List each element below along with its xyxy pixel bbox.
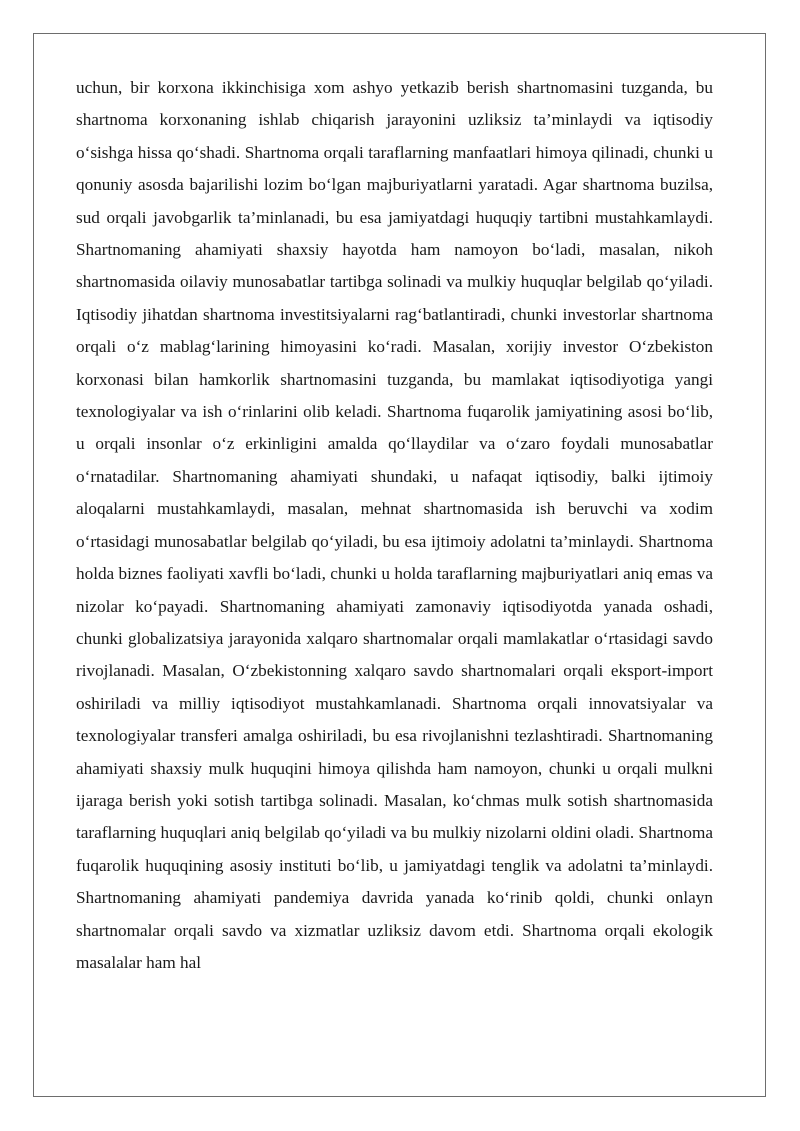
body-paragraph: uchun, bir korxona ikkinchisiga xom ashyo yetkazib berish shartnomasini tuzganda, bu shartnoma korxonaning ishlab chiqarish jarayonini uzliksiz ta’minlaydi va iqtisodiy o‘sishga hissa qo‘shadi. Shartnoma orqali taraflarning manfaatlari himoya qilinadi, chunki u qonuniy asosda bajarilishi lozim bo‘lgan majburiyatlarni yaratadi. Agar shartnoma buzilsa, sud orqali javobgarlik ta’minlanadi, bu esa jamiyatdagi huquqiy tartibni mustahkamlaydi. Shartnomaning ahamiyati shaxsiy hayotda ham namoyon bo‘ladi, masalan, nikoh shartnomasida oilaviy munosabatlar tartibga solinadi va mulkiy huquqlar belgilab qo‘yiladi. Iqtisodiy jihatdan shartnoma investitsiyalarni rag‘batlantiradi, chunki investorlar shartnoma orqali o‘z mablag‘larining himoyasini ko‘radi. Masalan, xorijiy investor O‘zbekiston korxonasi bilan hamkorlik shartnomasini tuzganda, bu mamlakat iqtisodiyotiga yangi texnologiyalar va ish o‘rinlarini olib keladi. Shartnoma fuqarolik jamiyatining asosi bo‘lib, u orqali insonlar o‘z erkinligini amalda qo‘llaydilar va o‘zaro foydali munosabatlar o‘rnatadilar. Shartnomaning ahamiyati shundaki, u nafaqat iqtisodiy, balki ijtimoiy aloqalarni mustahkamlaydi, masalan, mehnat shartnomasida ish beruvchi va xodim o‘rtasidagi munosabatlar belgilab qo‘yiladi, bu esa ijtimoiy adolatni ta’minlaydi. Shartnoma holda biznes faoliyati xavfli bo‘ladi, chunki u holda taraflarning majburiyatlari aniq emas va nizolar ko‘payadi. Shartnomaning ahamiyati zamonaviy iqtisodiyotda yanada oshadi, chunki globalizatsiya jarayonida xalqaro shartnomalar orqali mamlakatlar o‘rtasidagi savdo rivojlanadi. Masalan, O‘zbekistonning xalqaro savdo shartnomalari orqali eksport-import oshiriladi va milliy iqtisodiyot mustahkamlanadi. Shartnoma orqali innovatsiyalar va texnologiyalar transferi amalga oshiriladi, bu esa rivojlanishni tezlashtiradi. Shartnomaning ahamiyati shaxsiy mulk huquqini himoya qilishda ham namoyon, chunki u orqali mulkni ijaraga berish yoki sotish tartibga solinadi. Masalan, ko‘chmas mulk sotish shartnomasida taraflarning huquqlari aniq belgilab qo‘yiladi va bu mulkiy nizolarni oldini oladi. Shartnoma fuqarolik huquqining asosiy instituti bo‘lib, u jamiyatdagi tenglik va adolatni ta’minlaydi. Shartnomaning ahamiyati pandemiya davrida yanada ko‘rinib qoldi, chunki onlayn shartnomalar orqali savdo va xizmatlar uzliksiz davom etdi. Shartnoma orqali ekologik masalalar ham hal [76, 78, 713, 972]
